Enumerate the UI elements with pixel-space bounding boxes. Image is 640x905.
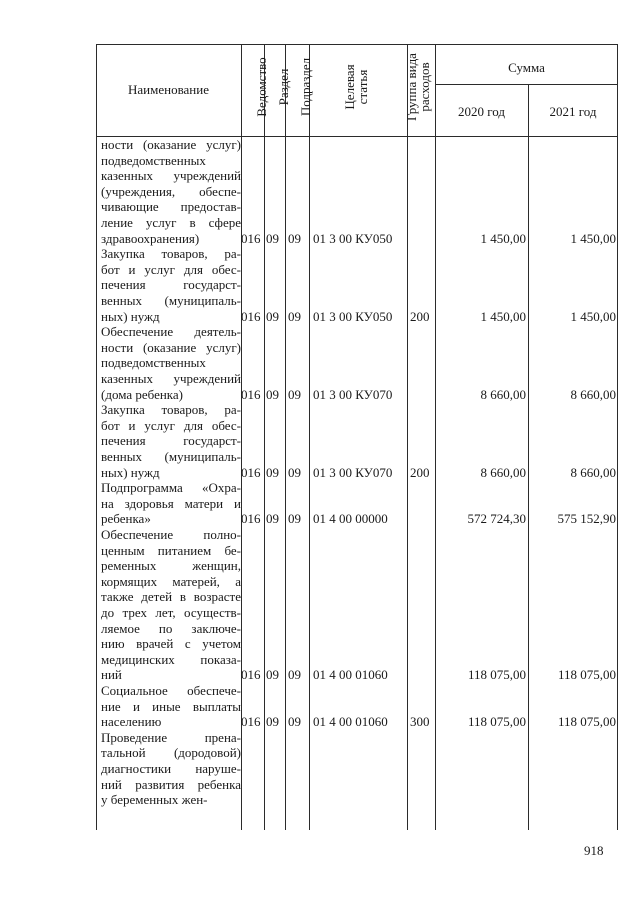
row-name-line: Закупка товаров, ра-: [101, 246, 241, 262]
row-sum-2021: 8 660,00: [570, 386, 616, 402]
row-name: [101, 527, 241, 683]
row-name-line: чивающие предостав-: [101, 199, 241, 215]
header-tselevaya: [343, 43, 371, 131]
row-name-line: нию врачей с учетом: [101, 636, 241, 652]
row-name-line: печения государст-: [101, 433, 241, 449]
row-vedomstvo: 016: [241, 386, 261, 402]
row-vedomstvo: 016: [241, 667, 261, 683]
header-tselevaya-line2: статья: [355, 69, 370, 105]
row-sum-2021: 1 450,00: [570, 308, 616, 324]
row-tselevaya: 01 3 00 КУ070: [313, 386, 393, 402]
row-name-line: медицинских показа-: [101, 651, 241, 667]
row-razdel: 09: [266, 386, 279, 402]
row-sum-2020: 1 450,00: [480, 308, 526, 324]
row-sum-2021: 1 450,00: [570, 230, 616, 246]
row-tselevaya: 01 3 00 КУ050: [313, 230, 393, 246]
row-sum-2020: 118 075,00: [467, 667, 526, 683]
row-podrazdel: 09: [288, 464, 301, 480]
col-border-razdel: [285, 44, 286, 830]
row-sum-2020: 8 660,00: [480, 386, 526, 402]
row-tselevaya: 01 3 00 КУ050: [313, 308, 393, 324]
row-razdel: 09: [266, 667, 279, 683]
header-gruppa: [405, 43, 433, 131]
row-name-line: ременных женщин,: [101, 558, 241, 574]
row-vedomstvo: 016: [241, 230, 261, 246]
summa-split-border: [435, 84, 618, 85]
header-razdel: Раздел: [276, 68, 291, 106]
header-year-2021: 2021 год: [549, 104, 597, 119]
col-border-name: [241, 44, 242, 830]
row-name-line: бот и услуг для обес-: [101, 417, 241, 433]
row-name-line: на здоровья матери и: [101, 495, 241, 511]
row-name-line: Обеспечение полно-: [101, 527, 241, 542]
row-name: [101, 324, 241, 402]
row-name: [101, 480, 241, 527]
row-razdel: 09: [266, 230, 279, 246]
row-vedomstvo: 016: [241, 308, 261, 324]
row-gruppa: 200: [410, 464, 430, 480]
page-number: 918: [584, 843, 604, 858]
row-name-line: ности (оказание услуг): [101, 339, 241, 355]
row-name: [101, 137, 241, 246]
row-name-line: (учреждения, обеспе-: [101, 183, 241, 199]
row-name-line: населению: [101, 714, 162, 730]
row-name-line: казенных учреждений: [101, 168, 241, 184]
header-tselevaya-line1: Целевая: [342, 64, 357, 110]
row-podrazdel: 09: [288, 230, 301, 246]
row-razdel: 09: [266, 511, 279, 527]
row-name-line: венных (муниципаль-: [101, 292, 241, 308]
row-gruppa: 300: [410, 714, 430, 730]
row-sum-2020: 572 724,30: [467, 511, 526, 527]
row-name-line: венных (муниципаль-: [101, 448, 241, 464]
row-name-line: ний развития ребенка: [101, 776, 241, 792]
row-name-line: здравоохранения): [101, 230, 200, 246]
row-sum-2020: 1 450,00: [480, 230, 526, 246]
row-tselevaya: 01 3 00 КУ070: [313, 464, 393, 480]
row-vedomstvo: 016: [241, 464, 261, 480]
row-name-line: подведомственных: [101, 355, 206, 371]
row-name-line: печения государст-: [101, 277, 241, 293]
row-podrazdel: 09: [288, 386, 301, 402]
row-tselevaya: 01 4 00 01060: [313, 667, 388, 683]
row-name-line: до трех лет, осуществ-: [101, 604, 241, 620]
row-tselevaya: 01 4 00 00000: [313, 511, 388, 527]
row-sum-2021: 8 660,00: [570, 464, 616, 480]
row-name-line: подведомственных: [101, 152, 206, 168]
row-podrazdel: 09: [288, 667, 301, 683]
row-name-line: тальной (дородовой): [101, 745, 241, 761]
row-name-line: Закупка товаров, ра-: [101, 402, 241, 418]
row-name-line: диагностики наруше-: [101, 760, 241, 776]
row-name-line: (дома ребенка): [101, 386, 184, 402]
row-name-line: также детей в возрасте: [101, 589, 241, 605]
row-name: [101, 730, 241, 808]
header-vedomstvo: Ведомство: [254, 57, 269, 117]
row-vedomstvo: 016: [241, 714, 261, 730]
row-sum-2021: 118 075,00: [557, 667, 616, 683]
row-sum-2021: 118 075,00: [557, 714, 616, 730]
row-name-line: ний: [101, 667, 122, 683]
header-podrazdel: Подраздел: [298, 57, 313, 117]
col-border-right: [617, 44, 618, 830]
header-gruppa-line1: Группа вида: [404, 53, 419, 121]
col-border-left: [96, 44, 97, 830]
col-border-ved: [264, 44, 265, 830]
row-name-line: казенных учреждений: [101, 370, 241, 386]
row-sum-2021: 575 152,90: [557, 511, 616, 527]
col-border-podrazdel: [309, 44, 310, 830]
header-year-2020: 2020 год: [458, 104, 505, 119]
col-border-tselevaya: [407, 44, 408, 830]
row-name-line: ных) нужд: [101, 308, 160, 324]
row-name-line: ребенка»: [101, 511, 151, 527]
row-name-line: ности (оказание услуг): [101, 137, 241, 152]
header-name: Наименование: [128, 82, 209, 97]
row-sum-2020: 8 660,00: [480, 464, 526, 480]
row-podrazdel: 09: [288, 714, 301, 730]
row-name-line: ценным питанием бе-: [101, 542, 241, 558]
row-name: [101, 402, 241, 480]
row-vedomstvo: 016: [241, 511, 261, 527]
row-name-line: ных) нужд: [101, 464, 160, 480]
row-razdel: 09: [266, 464, 279, 480]
row-tselevaya: 01 4 00 01060: [313, 714, 388, 730]
row-gruppa: 200: [410, 308, 430, 324]
row-name-line: ляемое по заключе-: [101, 620, 241, 636]
row-name-line: Проведение прена-: [101, 729, 241, 745]
row-sum-2020: 118 075,00: [467, 714, 526, 730]
row-name-line: Социальное обеспече-: [101, 683, 241, 698]
row-name-line: ние и иные выплаты: [101, 698, 241, 714]
row-name-line: бот и услуг для обес-: [101, 261, 241, 277]
row-name-line: ление услуг в сфере: [101, 214, 241, 230]
header-summa: Сумма: [508, 60, 545, 75]
row-podrazdel: 09: [288, 511, 301, 527]
row-name-line: кормящих матерей, а: [101, 573, 241, 589]
row-name-line: Подпрограмма «Охра-: [101, 480, 241, 496]
row-name-line: Обеспечение деятель-: [101, 324, 241, 340]
row-name: [101, 683, 241, 730]
col-border-gruppa: [435, 44, 436, 830]
row-razdel: 09: [266, 308, 279, 324]
header-gruppa-line2: расходов: [417, 62, 432, 112]
row-name: [101, 246, 241, 324]
row-name-line: у беременных жен-: [101, 792, 208, 808]
row-razdel: 09: [266, 714, 279, 730]
row-podrazdel: 09: [288, 308, 301, 324]
